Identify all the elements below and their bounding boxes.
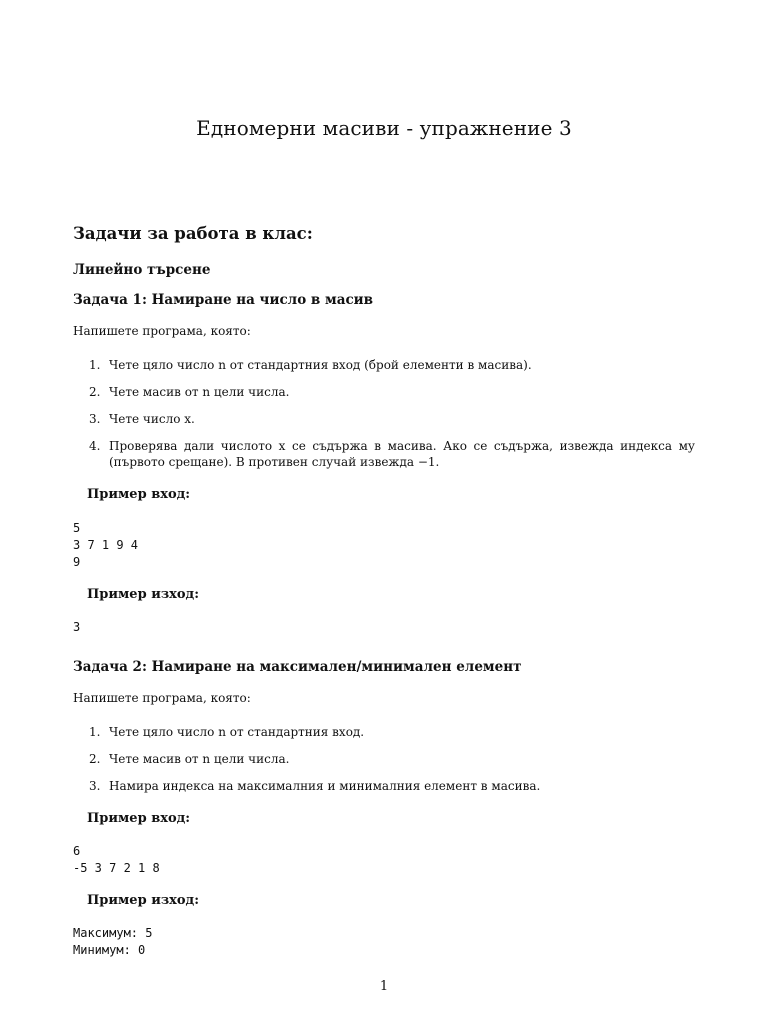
code-line: 5	[73, 521, 81, 535]
code-line: 6	[73, 844, 81, 858]
page-number: 1	[379, 979, 389, 994]
list-item-text: Проверява дали числото x се съдържа в масива. Ако се съдържа, извежда индекса му (първото срещане). В противен случай извежда −1.	[109, 439, 695, 469]
list-item	[73, 724, 695, 740]
code-line: Минимум: 0	[73, 943, 146, 957]
task2-heading: Задача 2: Намиране на максимален/минимален елемент	[73, 659, 522, 675]
code-line: 3	[73, 620, 81, 634]
list-item-number: 2.	[89, 752, 101, 766]
list-item-text: Чете число x.	[109, 412, 195, 426]
task1-list	[73, 357, 695, 470]
list-item-number: 1.	[89, 725, 101, 739]
list-item	[73, 357, 695, 373]
task1-intro: Напишете програма, която:	[73, 324, 251, 338]
list-item-number: 2.	[89, 385, 101, 399]
list-item	[73, 778, 695, 794]
task1-example-output-code	[73, 619, 80, 636]
list-item-number: 3.	[89, 779, 101, 793]
task1-example-input-label: Пример вход:	[87, 487, 191, 502]
list-item	[73, 384, 695, 400]
task2-intro: Напишете програма, която:	[73, 691, 251, 705]
document-title: Едномерни масиви - упражнение 3	[196, 116, 572, 140]
task1-example-input-code	[73, 520, 138, 571]
code-line: Максимум: 5	[73, 926, 153, 940]
task2-example-input-label: Пример вход:	[87, 811, 191, 826]
list-item-text: Намира индекса на максималния и минималния елемент в масива.	[109, 779, 541, 793]
list-item-text: Чете цяло число n от стандартния вход (брой елементи в масива).	[109, 358, 532, 372]
task2-example-input-code	[73, 843, 160, 877]
task2-list	[73, 724, 695, 794]
list-item-number: 3.	[89, 412, 101, 426]
list-item-text: Чете масив от n цели числа.	[109, 385, 290, 399]
task1-example-output-label: Пример изход:	[87, 587, 200, 602]
task2-example-output-label: Пример изход:	[87, 893, 200, 908]
code-line: 9	[73, 555, 81, 569]
section-heading: Задачи за работа в клас:	[73, 224, 313, 243]
task2-example-output-code	[73, 925, 152, 959]
code-line: 3 7 1 9 4	[73, 538, 139, 552]
list-item-text: Чете цяло число n от стандартния вход.	[109, 725, 365, 739]
list-item	[73, 411, 695, 427]
list-item	[73, 751, 695, 767]
list-item-number: 1.	[89, 358, 101, 372]
subsection-heading: Линейно търсене	[73, 262, 211, 278]
list-item	[73, 438, 695, 470]
list-item-text: Чете масив от n цели числа.	[109, 752, 290, 766]
list-item-number: 4.	[89, 439, 101, 453]
task1-heading: Задача 1: Намиране на число в масив	[73, 292, 374, 308]
code-line: -5 3 7 2 1 8	[73, 861, 160, 875]
